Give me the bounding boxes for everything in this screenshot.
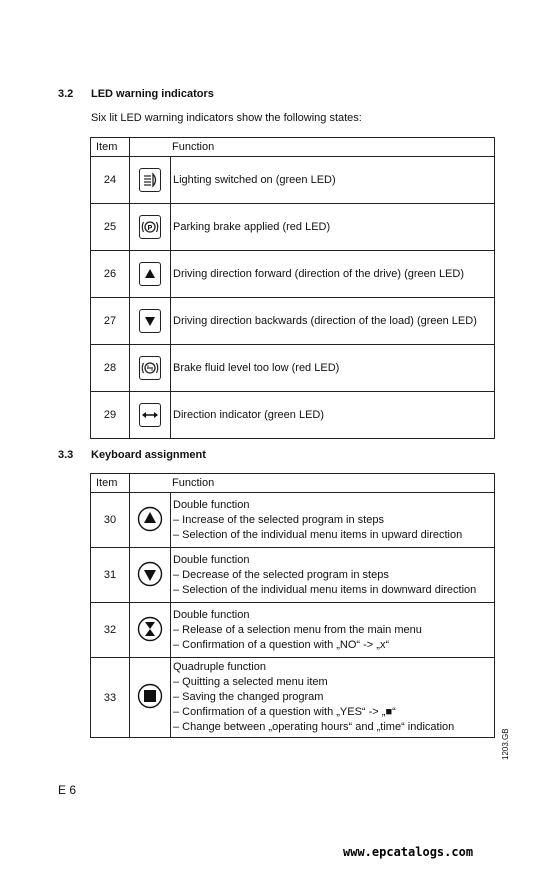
function-line: Double function (173, 553, 250, 566)
function-cell (171, 658, 495, 738)
item-number: 28 (91, 345, 130, 392)
headlight-icon (130, 157, 171, 204)
keyboard-table (90, 473, 495, 738)
function-line: Double function (173, 498, 250, 511)
table-row (91, 603, 495, 658)
key-up-icon (130, 493, 171, 548)
function-line: – Confirmation of a question with „YES“ -> „■“ (173, 706, 396, 718)
function-line: – Quitting a selected menu item (173, 676, 328, 688)
function-cell (171, 603, 495, 658)
table-row (91, 298, 495, 345)
item-number: 32 (91, 603, 130, 658)
key-down-icon (130, 548, 171, 603)
section-heading-led (58, 88, 214, 100)
item-number: 30 (91, 493, 130, 548)
table-header (91, 474, 495, 493)
section-number: 3.2 (58, 88, 74, 100)
direction-indicator-icon (130, 392, 171, 439)
function-cell (171, 493, 495, 548)
function-text: Driving direction backwards (direction of the load) (green LED) (171, 298, 495, 345)
page-number: E 6 (58, 783, 77, 797)
brake-fluid-icon (130, 345, 171, 392)
section-heading-keyboard (58, 449, 206, 461)
parking-brake-icon (130, 204, 171, 251)
function-text: Parking brake applied (red LED) (171, 204, 495, 251)
function-text: Brake fluid level too low (red LED) (171, 345, 495, 392)
table-row (91, 493, 495, 548)
arrow-down-icon (130, 298, 171, 345)
function-line: Double function (173, 608, 250, 621)
section-title: LED warning indicators (91, 88, 214, 100)
function-line: – Confirmation of a question with „NO“ -> „x“ (173, 638, 390, 651)
item-number: 27 (91, 298, 130, 345)
table-row (91, 548, 495, 603)
function-line: – Release of a selection menu from the main menu (173, 623, 422, 636)
section-number: 3.3 (58, 449, 74, 461)
table-row (91, 251, 495, 298)
table-header (91, 138, 495, 157)
table-row (91, 392, 495, 439)
header-item: Item (91, 138, 130, 157)
item-number: 29 (91, 392, 130, 439)
function-text: Lighting switched on (green LED) (171, 157, 495, 204)
function-text: Direction indicator (green LED) (171, 392, 495, 439)
item-number: 33 (91, 658, 130, 738)
table-row (91, 345, 495, 392)
key-hourglass-icon (130, 603, 171, 658)
section-title: Keyboard assignment (91, 449, 206, 461)
item-number: 26 (91, 251, 130, 298)
function-line: – Decrease of the selected program in steps (173, 568, 389, 581)
header-function: Function (130, 474, 495, 493)
item-number: 25 (91, 204, 130, 251)
svg-text:P: P (147, 225, 153, 232)
document-code: 1203.GB (501, 728, 510, 760)
function-line: – Selection of the individual menu items in upward direction (173, 528, 463, 541)
table-row (91, 157, 495, 204)
intro-text: Six lit LED warning indicators show the following states: (91, 112, 362, 124)
watermark-link[interactable]: www.epcatalogs.com (343, 845, 474, 859)
function-cell (171, 548, 495, 603)
function-line: – Increase of the selected program in steps (173, 513, 384, 526)
table-row (91, 658, 495, 738)
header-function: Function (130, 138, 495, 157)
arrow-up-icon (130, 251, 171, 298)
function-line: – Change between „operating hours“ and „time“ indication (173, 721, 455, 733)
header-item: Item (91, 474, 130, 493)
item-number: 31 (91, 548, 130, 603)
function-line: – Saving the changed program (173, 691, 324, 703)
key-square-icon (130, 658, 171, 738)
function-line: – Selection of the individual menu items in downward direction (173, 583, 477, 596)
led-table (90, 137, 495, 439)
table-row (91, 204, 495, 251)
function-text: Driving direction forward (direction of the drive) (green LED) (171, 251, 495, 298)
item-number: 24 (91, 157, 130, 204)
function-line: Quadruple function (173, 661, 266, 673)
